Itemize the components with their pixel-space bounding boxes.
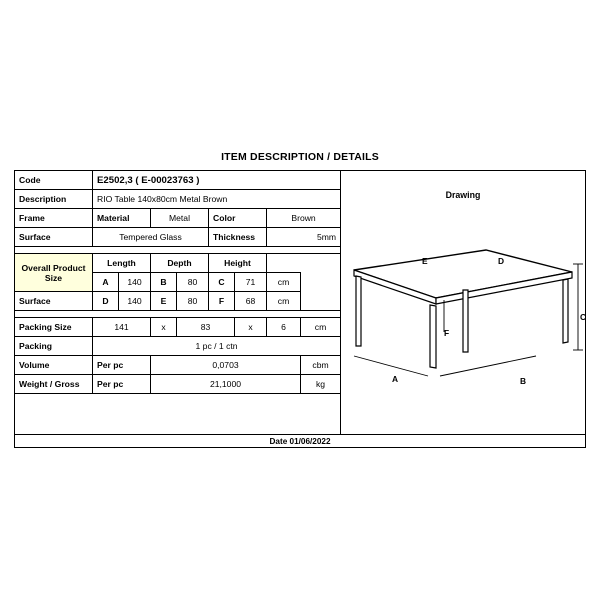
table-row-description: [15, 190, 341, 209]
packing-value: 1 pc / 1 ctn: [93, 337, 341, 356]
dim-f-key: F: [209, 292, 235, 311]
volume-per-label: Per pc: [93, 356, 151, 375]
packing-x-1: x: [151, 318, 177, 337]
overall-size-label: Overall Product Size: [15, 254, 93, 292]
packing-size-label: Packing Size: [15, 318, 93, 337]
frame-label: Frame: [15, 209, 93, 228]
dim-e-value: 80: [177, 292, 209, 311]
surface-label: Surface: [15, 228, 93, 247]
thickness-label: Thickness: [209, 228, 267, 247]
material-label: Material: [93, 209, 151, 228]
table-row-surface: [15, 228, 341, 247]
table-row-packing: [15, 337, 341, 356]
product-drawing: [340, 228, 586, 408]
length-header: Length: [93, 254, 151, 273]
dim-label-c: C: [580, 312, 587, 322]
spacer-row-1: [15, 247, 341, 254]
page-title: ITEM DESCRIPTION / DETAILS: [221, 151, 379, 163]
dim-label-e: E: [422, 256, 428, 266]
description-value: RIO Table 140x80cm Metal Brown: [93, 190, 341, 209]
spacer-row-2: [15, 311, 341, 318]
volume-label: Volume: [15, 356, 93, 375]
material-value: Metal: [151, 209, 209, 228]
packing-label: Packing: [15, 337, 93, 356]
weight-value: 21,1000: [151, 375, 301, 394]
overall-unit: cm: [267, 273, 301, 292]
dim-a-value: 140: [119, 273, 151, 292]
table-row-overall-headers: [15, 254, 341, 273]
color-value: Brown: [267, 209, 341, 228]
weight-label: Weight / Gross: [15, 375, 93, 394]
spec-table: [14, 170, 341, 394]
dim-b-value: 80: [177, 273, 209, 292]
dim-label-a: A: [392, 374, 399, 384]
color-label: Color: [209, 209, 267, 228]
dim-a-key: A: [93, 273, 119, 292]
dim-c-value: 71: [235, 273, 267, 292]
dim-f-value: 68: [235, 292, 267, 311]
table-row-frame: [15, 209, 341, 228]
dim-b-key: B: [151, 273, 177, 292]
table-row-packing-size: [15, 318, 341, 337]
packing-height: 6: [267, 318, 301, 337]
table-row-volume: [15, 356, 341, 375]
drawing-panel: [340, 170, 586, 448]
packing-length: 141: [93, 318, 151, 337]
dim-label-b: B: [520, 376, 527, 386]
depth-header: Depth: [151, 254, 209, 273]
packing-size-unit: cm: [301, 318, 341, 337]
surface-value: Tempered Glass: [93, 228, 209, 247]
surface-dims-label: Surface: [15, 292, 93, 311]
code-label: Code: [15, 171, 93, 190]
dim-d-value: 140: [119, 292, 151, 311]
drawing-heading: Drawing: [445, 190, 481, 200]
dim-c-key: C: [209, 273, 235, 292]
thickness-value: 5mm: [267, 228, 341, 247]
weight-unit: kg: [301, 375, 341, 394]
table-row-weight: [15, 375, 341, 394]
packing-x-2: x: [235, 318, 267, 337]
description-label: Description: [15, 190, 93, 209]
dim-d-key: D: [93, 292, 119, 311]
code-value: E2502,3 ( E-00023763 ): [93, 171, 341, 190]
volume-value: 0,0703: [151, 356, 301, 375]
dim-label-f: F: [444, 328, 450, 338]
packing-width: 83: [177, 318, 235, 337]
table-row-surface-dims: [15, 292, 341, 311]
dim-e-key: E: [151, 292, 177, 311]
surface-dims-unit: cm: [267, 292, 301, 311]
weight-per-label: Per pc: [93, 375, 151, 394]
height-header: Height: [209, 254, 267, 273]
table-row-code: [15, 171, 341, 190]
volume-unit: cbm: [301, 356, 341, 375]
date-footer: Date 01/06/2022: [14, 434, 586, 448]
dim-label-d: D: [498, 256, 505, 266]
